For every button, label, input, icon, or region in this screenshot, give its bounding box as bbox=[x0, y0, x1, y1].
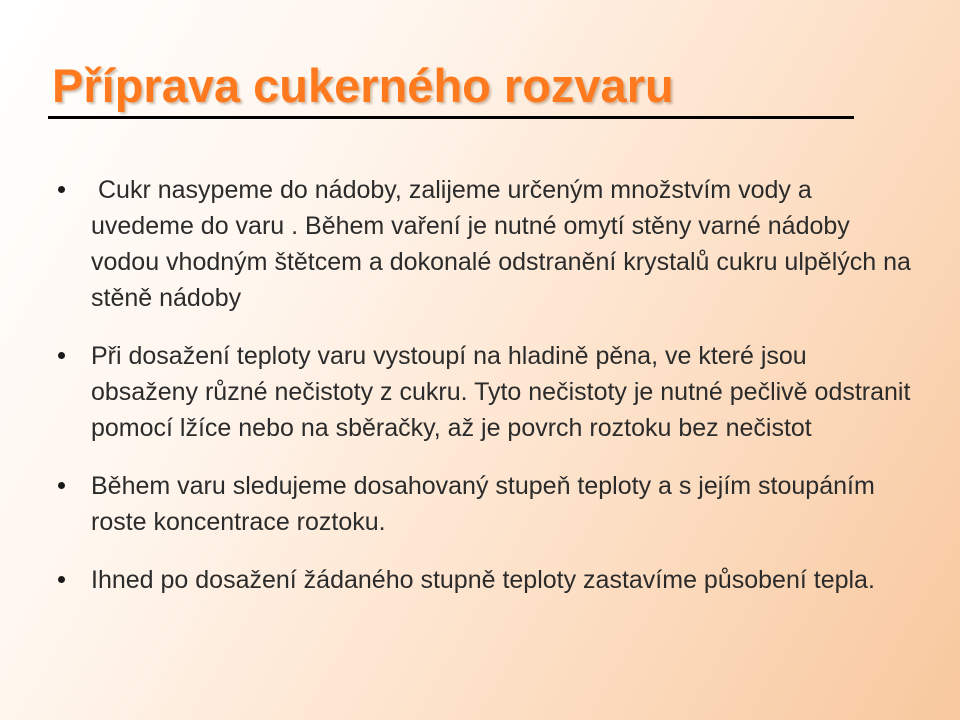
bullet-dot-icon bbox=[58, 186, 65, 193]
bullet-item bbox=[0, 172, 960, 316]
bullet-item bbox=[0, 468, 960, 540]
bullet-text: Ihned po dosažení žádaného stupně teploty zastavíme působení tepla. bbox=[91, 566, 875, 594]
bullet-text: Při dosažení teploty varu vystoupí na hladině pěna, ve které jsou obsaženy různé nečistoty z cukru. Tyto nečistoty je nutné pečlivě odstranit pomocí lžíce nebo na sběračky, až je povrch roztoku bez nečistot bbox=[91, 342, 911, 442]
bullet-item bbox=[0, 338, 960, 446]
slide-title: Příprava cukerného rozvaru bbox=[52, 59, 674, 112]
bullet-list bbox=[0, 172, 960, 598]
bullet-text: Cukr nasypeme do nádoby, zalijeme určeným množstvím vody a uvedeme do varu . Během vaření je nutné omytí stěny varné nádoby vodou vhodným štětcem a dokonalé odstranění krystalů cukru ulpělých na stěně nádoby bbox=[91, 176, 911, 312]
bullet-dot-icon bbox=[58, 482, 65, 489]
bullet-text: Během varu sledujeme dosahovaný stupeň teploty a s jejím stoupáním roste koncentrace roztoku. bbox=[91, 472, 875, 536]
bullet-dot-icon bbox=[58, 576, 65, 583]
bullet-dot-icon bbox=[58, 352, 65, 359]
bullet-item bbox=[0, 562, 960, 598]
title-underline bbox=[48, 116, 854, 119]
